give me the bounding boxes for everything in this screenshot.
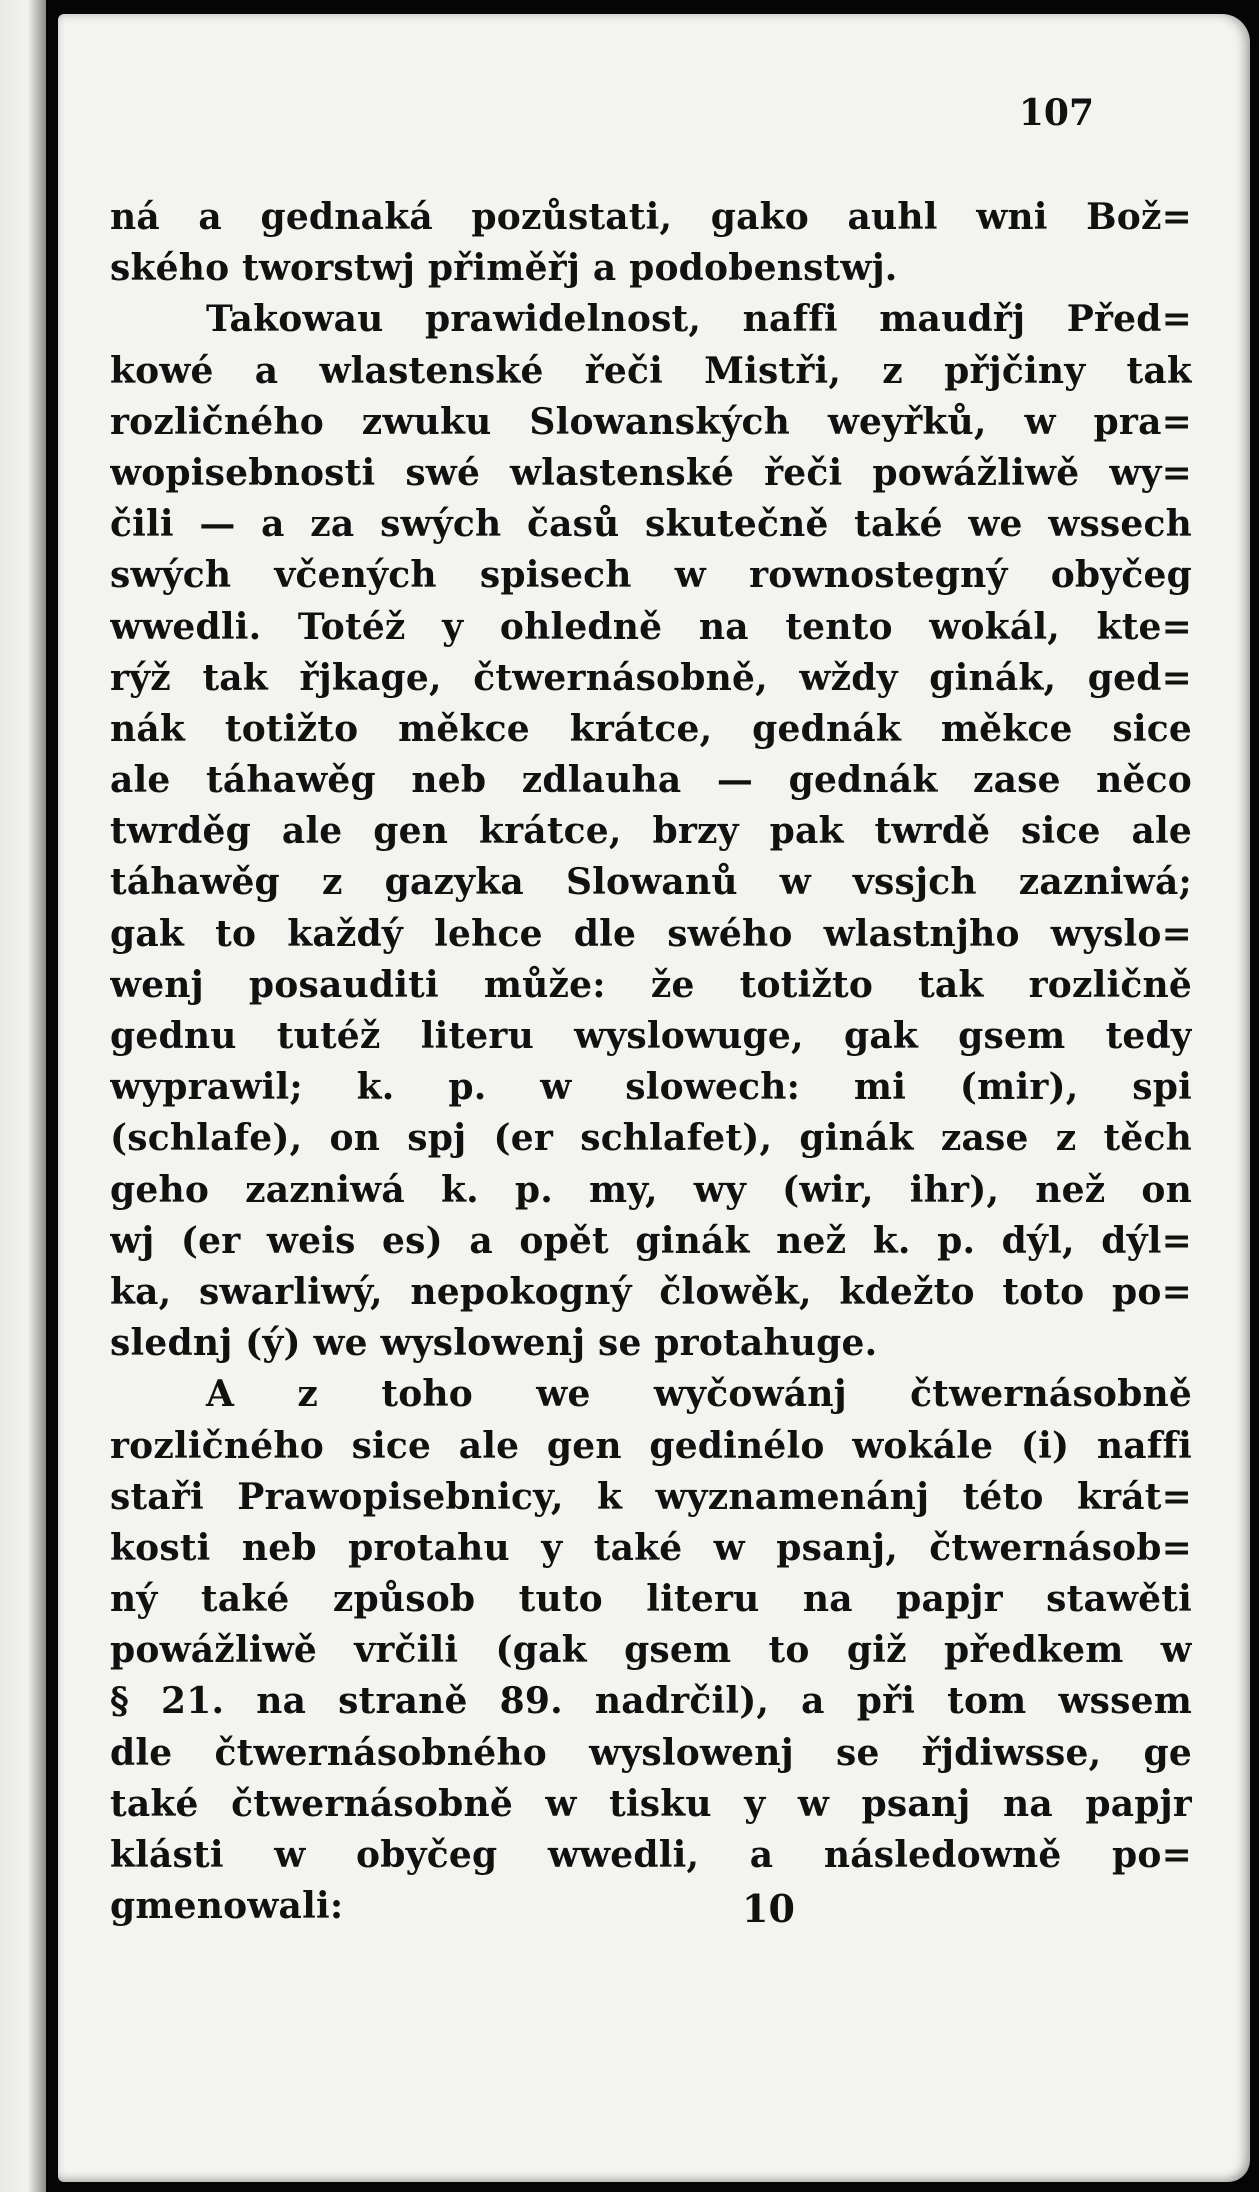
text-line: powážliwě vrčili (gak gsem to giž předkem w	[110, 1629, 1192, 1672]
text-line: táhawěg z gazyka Slowanů w vssjch zazniwá;	[110, 861, 1192, 904]
text-line: wopisebnosti swé wlastenské řeči powážliwě wy=	[110, 451, 1192, 494]
text-line: geho zazniwá k. p. my, wy (wir, ihr), než on	[110, 1168, 1192, 1211]
text-line: wyprawil; k. p. w slowech: mi (mir), spi	[110, 1066, 1192, 1109]
page-number: 107	[1018, 92, 1094, 134]
book-page	[58, 14, 1250, 2182]
text-line: ný také způsob tuto literu na papjr stawěti	[110, 1578, 1192, 1621]
text-line: ale táhawěg neb zdlauha — gednák zase něco	[110, 759, 1192, 802]
text-line: dle čtwernásobného wyslowenj se řjdiwsse, ge	[110, 1731, 1192, 1774]
text-line: také čtwernásobně w tisku y w psanj na papjr	[110, 1782, 1192, 1825]
previous-page-edge	[0, 0, 46, 2192]
text-line: swých včených spisech w rownostegný obyčeg	[110, 554, 1192, 597]
text-line: ná a gednaká pozůstati, gako auhl wni Bož=	[110, 196, 1192, 238]
text-line: staři Prawopisebnicy, k wyznamenánj této krát=	[110, 1475, 1192, 1518]
text-line: Takowau prawidelnost, naffi maudřj Před=	[206, 298, 1192, 341]
text-line: klásti w obyčeg wwedli, a následowně po=	[110, 1834, 1192, 1876]
text-line: nák totižto měkce krátce, gednák měkce sice	[110, 707, 1192, 750]
text-line: ského tworstwj přiměřj a podobenstwj.	[110, 247, 898, 290]
text-line: rýž tak řjkage, čtwernásobně, wždy ginák, ged=	[110, 656, 1192, 699]
text-line: (schlafe), on spj (er schlafet), ginák zase z těch	[110, 1117, 1192, 1160]
text-line: rozličného zwuku Slowanských weyřků, w pra=	[110, 400, 1192, 443]
text-line: § 21. na straně 89. nadrčil), a při tom wssem	[110, 1680, 1192, 1723]
text-line: wenj posauditi může: že totižto tak rozličně	[110, 963, 1192, 1006]
text-line: twrděg ale gen krátce, brzy pak twrdě sice ale	[110, 810, 1192, 853]
text-line: kowé a wlastenské řeči Mistři, z přjčiny tak	[110, 349, 1192, 392]
text-line: wwedli. Totéž y ohledně na tento wokál, kte=	[110, 605, 1192, 648]
text-line: ka, swarliwý, nepokogný člowěk, kdežto toto po=	[110, 1270, 1192, 1313]
text-line: wj (er weis es) a opět ginák než k. p. dýl, dýl=	[110, 1219, 1192, 1262]
text-line: gednu tutéž literu wyslowuge, gak gsem tedy	[110, 1015, 1192, 1057]
text-line: slednj (ý) we wyslowenj se protahuge.	[110, 1322, 878, 1365]
text-line: A z toho we wyčowánj čtwernásobně	[206, 1373, 1192, 1416]
text-line: kosti neb protahu y také w psanj, čtwernásob=	[110, 1526, 1192, 1569]
text-line: gak to každý lehce dle swého wlastnjho wyslo=	[110, 912, 1192, 955]
signature-mark: 10	[742, 1886, 795, 1931]
text-line: čili — a za swých časů skutečně také we wssech	[110, 503, 1192, 546]
body-text	[110, 192, 1192, 1932]
text-line: rozličného sice ale gen gedinélo wokále (i) naffi	[110, 1424, 1192, 1467]
text-line: gmenowali:	[110, 1885, 344, 1928]
